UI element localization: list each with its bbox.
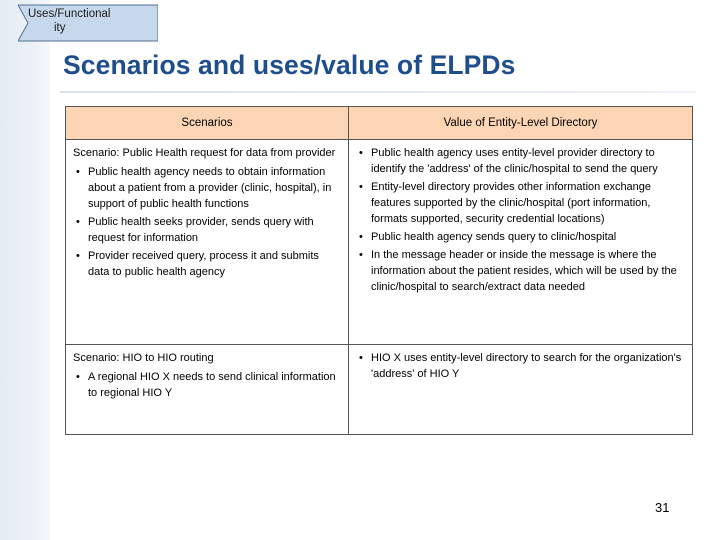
list-item: • Public health agency uses entity-level provider directory to identify the 'address' of the clinic/hospital to send the query (356, 145, 684, 177)
scenario-bullets (73, 369, 340, 401)
header-value: Value of Entity-Level Directory (349, 107, 693, 140)
page-number: 31 (655, 500, 670, 515)
list-item: • Provider received query, process it and submits data to public health agency (73, 248, 340, 280)
list-item: • HIO X uses entity-level directory to search for the organization's 'address' of HIO Y (356, 350, 684, 382)
table-header-row (66, 107, 693, 140)
left-decor-band (0, 0, 50, 540)
slide-title: Scenarios and uses/value of ELPDs (63, 50, 516, 80)
section-tab (18, 3, 158, 43)
section-tab-label (28, 7, 164, 35)
scenario-cell (66, 140, 349, 345)
scenario-title: Scenario: HIO to HIO routing (73, 352, 214, 364)
list-item: • A regional HIO X needs to send clinical information to regional HIO Y (73, 369, 340, 401)
list-item: • Public health agency needs to obtain information about a patient from a provider (clinic, hospital), in support of public health functions (73, 164, 340, 212)
value-bullets (356, 350, 684, 382)
list-item: • In the message header or inside the message is where the information about the patient resides, which will be used by the clinic/hospital to search/extract data needed (356, 247, 684, 295)
table-row (66, 140, 693, 345)
title-underline (60, 91, 696, 93)
section-tab-line2: ity (54, 22, 66, 34)
table-row (66, 345, 693, 435)
value-bullets (356, 145, 684, 295)
value-cell (349, 140, 693, 345)
list-item: • Public health seeks provider, sends query with request for information (73, 214, 340, 246)
scenario-title: Scenario: Public Health request for data from provider (73, 147, 336, 159)
scenario-bullets (73, 164, 340, 280)
header-scenarios: Scenarios (66, 107, 349, 140)
scenarios-table (65, 106, 693, 435)
list-item: • Public health agency sends query to clinic/hospital (356, 229, 684, 245)
section-tab-line1: Uses/Functional (28, 8, 111, 20)
value-cell (349, 345, 693, 435)
scenario-cell (66, 345, 349, 435)
list-item: • Entity-level directory provides other information exchange features supported by the clinic/hospital (port information, formats supported, security credential locations) (356, 179, 684, 227)
